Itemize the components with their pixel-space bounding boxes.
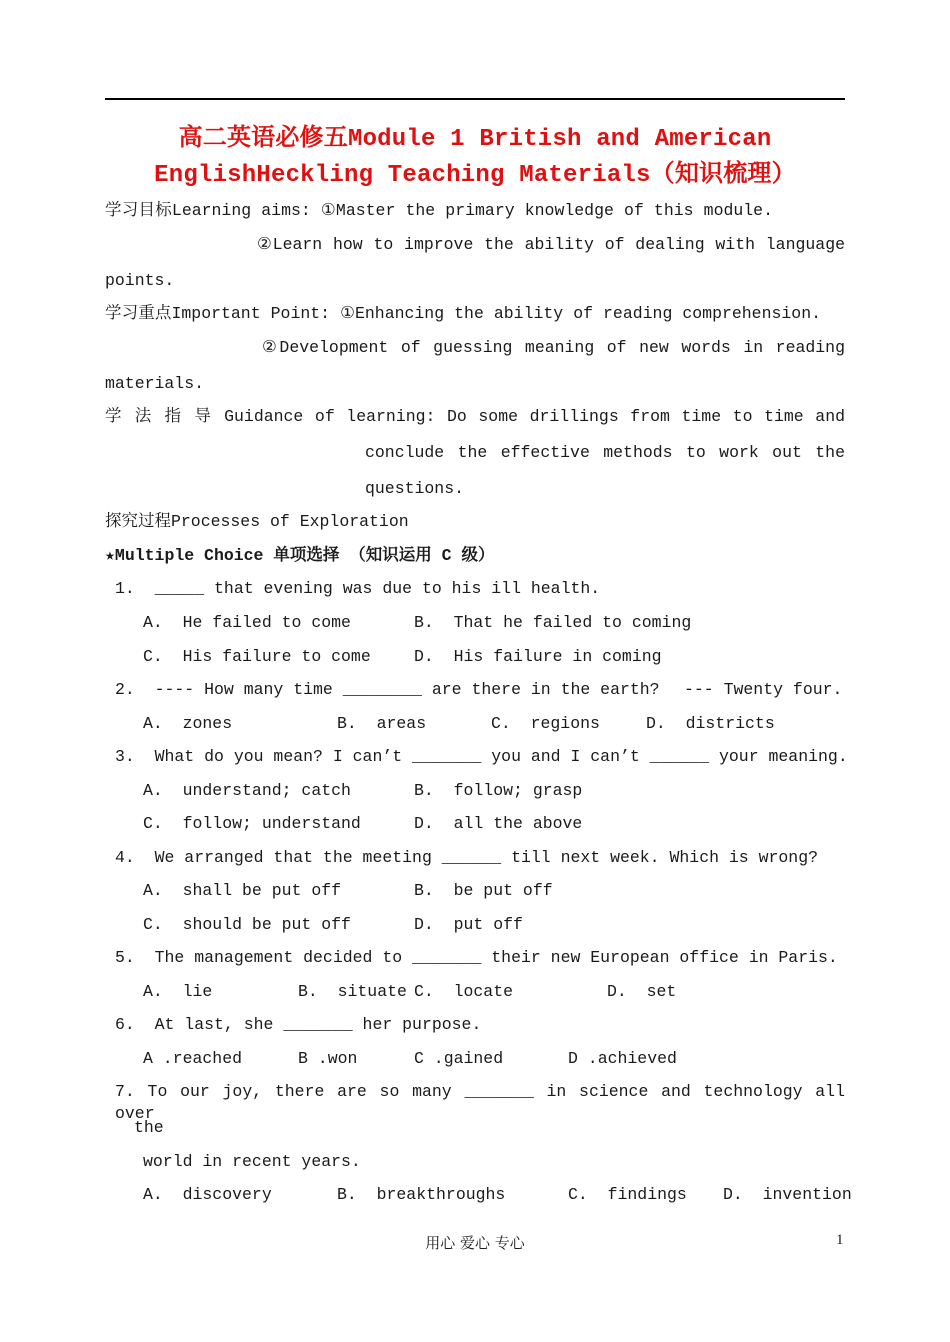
q5-option-a: A. lie xyxy=(143,982,213,1001)
section-heading: ★Multiple Choice 单项选择 （知识运用 C 级） xyxy=(105,546,495,565)
q2-option-b: B. areas xyxy=(337,714,427,733)
page-footer: 用心 爱心 专心 xyxy=(425,1234,525,1252)
question-4: 4. We arranged that the meeting ______ till next week. Which is wrong? xyxy=(115,848,819,867)
aims-line1: 学习目标Learning aims: ①Master the primary knowledge of this module. xyxy=(105,201,773,220)
guidance-line1: 学 法 指 导 Guidance of learning: Do some drillings from time to time and xyxy=(105,407,845,426)
q7-option-a: A. discovery xyxy=(143,1185,272,1204)
q3-option-d: D. all the above xyxy=(414,814,583,833)
q1-option-c: C. His failure to come xyxy=(143,647,371,666)
question-7-cont2: world in recent years. xyxy=(143,1152,361,1171)
question-7: 7. To our joy, there are so many _______ in science and technology all over xyxy=(115,1082,845,1123)
q1-option-a: A. He failed to come xyxy=(143,613,351,632)
question-3: 3. What do you mean? I can’t _______ you and I can’t ______ your meaning. xyxy=(115,747,848,766)
q5-option-b: B. situate xyxy=(298,982,407,1001)
page-number: 1 xyxy=(836,1232,844,1248)
important-line3: materials. xyxy=(105,374,205,393)
q4-option-a: A. shall be put off xyxy=(143,881,342,900)
question-2: 2. ---- How many time ________ are there in the earth? xyxy=(115,680,660,699)
q4-option-b: B. be put off xyxy=(414,881,553,900)
header-rule xyxy=(105,98,845,100)
q6-option-c: C .gained xyxy=(414,1049,504,1068)
q2-option-d: D. districts xyxy=(646,714,775,733)
important-line1: 学习重点Important Point: ①Enhancing the ability of reading comprehension. xyxy=(105,304,821,323)
q5-option-d: D. set xyxy=(607,982,677,1001)
guidance-line3: questions. xyxy=(365,479,465,498)
document-title-line2: EnglishHeckling Teaching Materials（知识梳理） xyxy=(154,162,796,189)
q2-option-a: A. zones xyxy=(143,714,233,733)
q3-option-c: C. follow; understand xyxy=(143,814,361,833)
q2-option-c: C. regions xyxy=(491,714,600,733)
question-6: 6. At last, she _______ her purpose. xyxy=(115,1015,482,1034)
q1-option-b: B. That he failed to coming xyxy=(414,613,692,632)
q7-option-d: D. invention xyxy=(723,1185,852,1204)
important-line2: ②Development of guessing meaning of new words in reading xyxy=(262,338,845,357)
aims-line3: points. xyxy=(105,271,175,290)
question-5: 5. The management decided to _______ their new European office in Paris. xyxy=(115,948,838,967)
q4-option-d: D. put off xyxy=(414,915,523,934)
q7-option-c: C. findings xyxy=(568,1185,687,1204)
q6-option-d: D .achieved xyxy=(568,1049,677,1068)
question-1: 1. _____ that evening was due to his ill health. xyxy=(115,579,601,598)
q7-option-b: B. breakthroughs xyxy=(337,1185,506,1204)
q3-option-b: B. follow; grasp xyxy=(414,781,583,800)
q4-option-c: C. should be put off xyxy=(143,915,351,934)
question-2-reply: --- Twenty four. xyxy=(684,680,843,699)
q1-option-d: D. His failure in coming xyxy=(414,647,662,666)
guidance-line2: conclude the effective methods to work out the xyxy=(365,443,845,462)
process-heading: 探究过程Processes of Exploration xyxy=(105,512,409,531)
aims-line2: ②Learn how to improve the ability of dealing with language xyxy=(257,235,845,254)
q6-option-a: A .reached xyxy=(143,1049,243,1068)
q6-option-b: B .won xyxy=(298,1049,358,1068)
q5-option-c: C. locate xyxy=(414,982,514,1001)
q3-option-a: A. understand; catch xyxy=(143,781,351,800)
document-title-line1: 高二英语必修五Module 1 British and American xyxy=(178,126,772,153)
question-7-cont1: the xyxy=(134,1118,164,1137)
